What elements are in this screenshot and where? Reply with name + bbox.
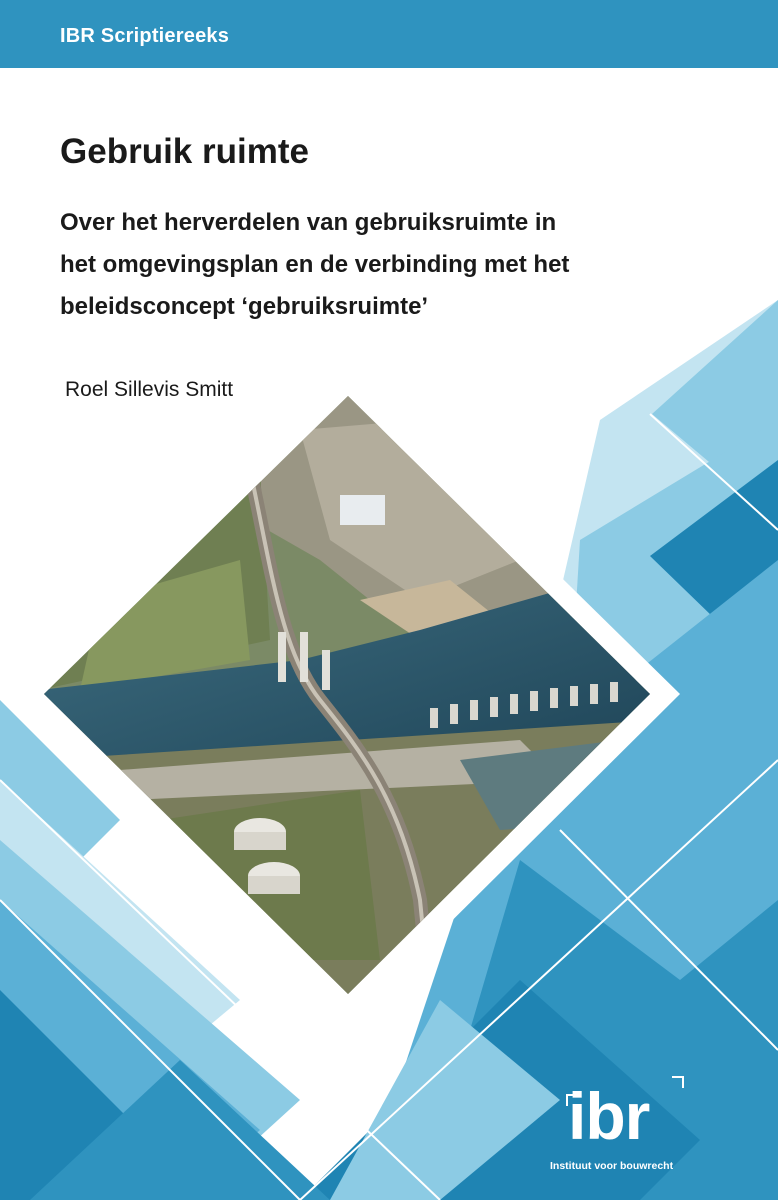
publisher-logo [548,1074,698,1184]
logo-wordmark: ibr [568,1079,650,1153]
book-title: Gebruik ruimte [60,132,309,171]
logo-corner-mark [672,1076,684,1088]
series-label: IBR Scriptiereeks [60,25,230,47]
author-name: Roel Sillevis Smitt [65,378,234,401]
subtitle-line: Over het herverdelen van gebruiksruimte in [60,209,557,236]
subtitle-line: beleidsconcept ‘gebruiksruimte’ [60,293,429,320]
series-banner [0,0,778,68]
publisher-tagline: Instituut voor bouwrecht [550,1160,674,1172]
subtitle-line: het omgevingsplan en de verbinding met het [60,251,570,278]
book-subtitle [60,202,720,328]
